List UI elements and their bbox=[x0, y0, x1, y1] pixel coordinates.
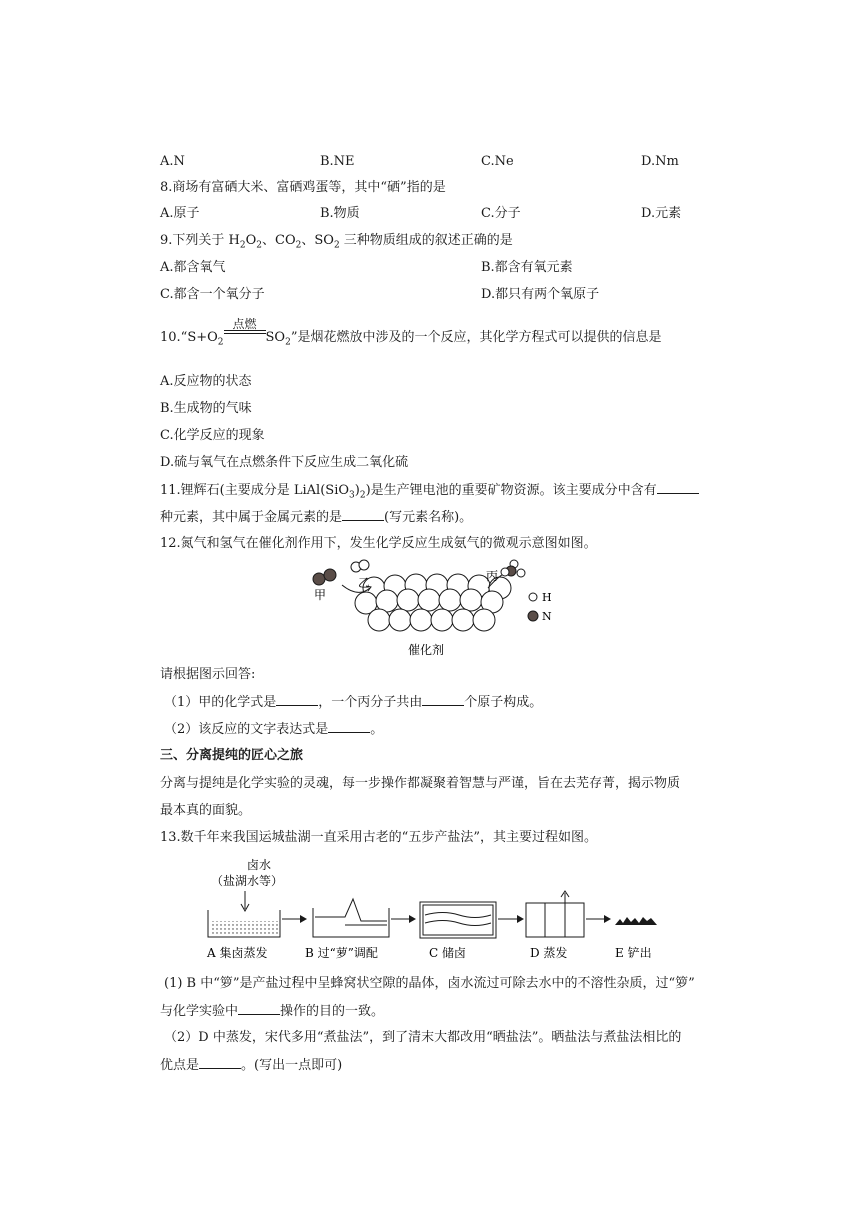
section-intro-2: 最本真的面貌。 bbox=[160, 803, 252, 818]
q12-p1-post: 个原子构成。 bbox=[464, 695, 543, 710]
q9-sub-4: 2 bbox=[333, 240, 340, 251]
h2-molecule bbox=[351, 560, 369, 572]
q7-option-d: D.Nm bbox=[641, 154, 679, 169]
step-c-tank bbox=[420, 902, 496, 938]
brine-source-label: （盐湖水等） bbox=[211, 874, 284, 888]
catalyst-label: 催化剂 bbox=[408, 643, 445, 657]
q10-option-a: A.反应物的状态 bbox=[160, 374, 252, 389]
q9-stem-pre: 9.下列关于 H bbox=[160, 233, 240, 248]
q13-p1-post: 操作的目的一致。 bbox=[280, 1004, 385, 1019]
q10-option-b: B.生成物的气味 bbox=[160, 401, 252, 416]
legend-h-label: H bbox=[542, 591, 552, 604]
q12-p1-mid: ，一个丙分子共由 bbox=[318, 695, 423, 710]
step-d-label: D 蒸发 bbox=[530, 946, 568, 960]
answer-blank[interactable] bbox=[342, 508, 384, 521]
n2-molecule bbox=[313, 569, 336, 585]
q13-part-2-line-2 bbox=[160, 1056, 342, 1075]
q10-stem bbox=[160, 317, 662, 352]
q13-part-2-line-1: （2）D 中蒸发，宋代多用“煮盐法”，到了清末大都改用“晒盐法”。晒盐法与煮盐法相比的 bbox=[164, 1030, 682, 1045]
q11-l2-pre: 种元素，其中属于金属元素的是 bbox=[160, 510, 343, 525]
q9-sub-3: 2 bbox=[295, 240, 302, 251]
q9-sub-1: 2 bbox=[239, 240, 246, 251]
q11-l2-post: (写元素名称)。 bbox=[384, 510, 473, 525]
step-d-tank bbox=[526, 893, 584, 937]
q12-stem: 12.氮气和氢气在催化剂作用下，发生化学反应生成氨气的微观示意图如图。 bbox=[160, 536, 597, 551]
section-intro-1: 分离与提纯是化学实验的灵魂，每一步操作都凝聚着智慧与严谨，旨在去芜存菁，揭示物质 bbox=[160, 776, 681, 791]
q9-option-d: D.都只有两个氧原子 bbox=[481, 287, 600, 302]
q9-sub-2: 2 bbox=[256, 240, 263, 251]
reaction-condition: 点燃 bbox=[232, 317, 257, 331]
nh3-molecule bbox=[501, 560, 525, 577]
q11-line-1 bbox=[160, 481, 699, 505]
q12-p1-pre: （1）甲的化学式是 bbox=[164, 695, 277, 710]
q8-option-b: B.物质 bbox=[320, 206, 360, 221]
q13-stem: 13.数千年来我国运城盐湖一直采用古老的“五步产盐法”，其主要过程如图。 bbox=[160, 830, 597, 845]
q8-option-d: D.元素 bbox=[641, 206, 682, 221]
q12-p2-post: 。 bbox=[370, 722, 384, 737]
q11-sub-1: 3 bbox=[349, 490, 355, 501]
q13-p1-pre: 与化学实验中 bbox=[160, 1004, 239, 1019]
q10-post: ”是烟花燃放中涉及的一个反应，其化学方程式可以提供的信息是 bbox=[290, 330, 662, 345]
ammonia-synthesis-diagram bbox=[300, 558, 580, 660]
q10-option-c: C.化学反应的现象 bbox=[160, 428, 265, 443]
step-b-label: B 过“萝”调配 bbox=[305, 946, 378, 960]
step-a-pond bbox=[208, 910, 280, 937]
answer-blank[interactable] bbox=[238, 1002, 280, 1015]
step-e-salt-pile bbox=[615, 917, 657, 925]
section-title: 三、分离提纯的匠心之旅 bbox=[160, 748, 304, 763]
label-jia: 甲 bbox=[314, 588, 327, 602]
q9-stem-so: 、SO bbox=[301, 233, 334, 248]
salt-process-diagram bbox=[195, 855, 675, 965]
legend-n-symbol bbox=[528, 611, 538, 621]
reaction-condition-sign bbox=[224, 317, 266, 341]
brine-label: 卤水 bbox=[247, 858, 272, 872]
q11-sub-2: 2 bbox=[359, 490, 366, 501]
q7-option-b: B.NE bbox=[320, 154, 355, 169]
q13-part-1-line-1: (1) B 中“箩”是产盐过程中呈蜂窝状空隙的晶体，卤水流过可除去水中的不溶性杂质，过“箩” bbox=[164, 976, 695, 991]
q10-option-d: D.硫与氧气在点燃条件下反应生成二氧化硫 bbox=[160, 455, 409, 470]
legend-h-symbol bbox=[529, 593, 537, 601]
legend-n-label: N bbox=[542, 610, 552, 623]
q12-part-1 bbox=[164, 693, 542, 712]
q8-option-a: A.原子 bbox=[160, 206, 200, 221]
q9-stem bbox=[160, 232, 513, 255]
answer-blank[interactable] bbox=[276, 693, 318, 706]
answer-blank[interactable] bbox=[199, 1056, 241, 1069]
answer-blank[interactable] bbox=[657, 481, 699, 494]
q11-l1-end: )是生产锂电池的重要矿物资源。该主要成分中含有 bbox=[365, 483, 657, 498]
q9-stem-post: 三种物质组成的叙述正确的是 bbox=[339, 233, 513, 248]
q13-p2-post: 。(写出一点即可) bbox=[241, 1058, 343, 1073]
q11-line-2 bbox=[160, 508, 472, 527]
step-e-label: E 铲出 bbox=[615, 946, 652, 960]
q10-sub-2: 2 bbox=[285, 337, 291, 348]
q9-option-c: C.都含一个氧分子 bbox=[160, 287, 265, 302]
step-c-label: C 储卤 bbox=[429, 946, 466, 960]
q11-l1-post: ) bbox=[354, 483, 360, 498]
q11-l1-pre: 11.锂辉石(主要成分是 LiAl(SiO bbox=[160, 483, 350, 498]
q10-pre: 10.“S+O bbox=[160, 330, 218, 345]
q8-stem: 8.商场有富硒大米、富硒鸡蛋等，其中“硒”指的是 bbox=[160, 180, 446, 195]
step-a-label: A 集卤蒸发 bbox=[207, 946, 268, 960]
q12-p2-pre: （2）该反应的文字表达式是 bbox=[164, 722, 329, 737]
step-b-tank bbox=[313, 899, 389, 937]
q10-sub-1: 2 bbox=[217, 337, 224, 348]
answer-blank[interactable] bbox=[422, 693, 464, 706]
q8-option-c: C.分子 bbox=[481, 206, 521, 221]
q13-part-1-line-2 bbox=[160, 1002, 384, 1021]
q7-option-a: A.N bbox=[160, 154, 185, 169]
label-yi: 乙 bbox=[358, 576, 371, 590]
answer-blank[interactable] bbox=[328, 720, 370, 733]
label-bing: 丙 bbox=[486, 569, 499, 583]
q9-option-a: A.都含氧气 bbox=[160, 260, 226, 275]
q7-option-c: C.Ne bbox=[481, 154, 514, 169]
q9-stem-o: O bbox=[245, 233, 257, 248]
q9-option-b: B.都含有氧元素 bbox=[481, 260, 573, 275]
q9-stem-co: 、CO bbox=[262, 233, 296, 248]
q12-part-2 bbox=[164, 720, 383, 739]
q10-so: SO bbox=[265, 330, 286, 345]
q13-p2-pre: 优点是 bbox=[160, 1058, 200, 1073]
q12-prompt: 请根据图示回答: bbox=[160, 667, 256, 682]
